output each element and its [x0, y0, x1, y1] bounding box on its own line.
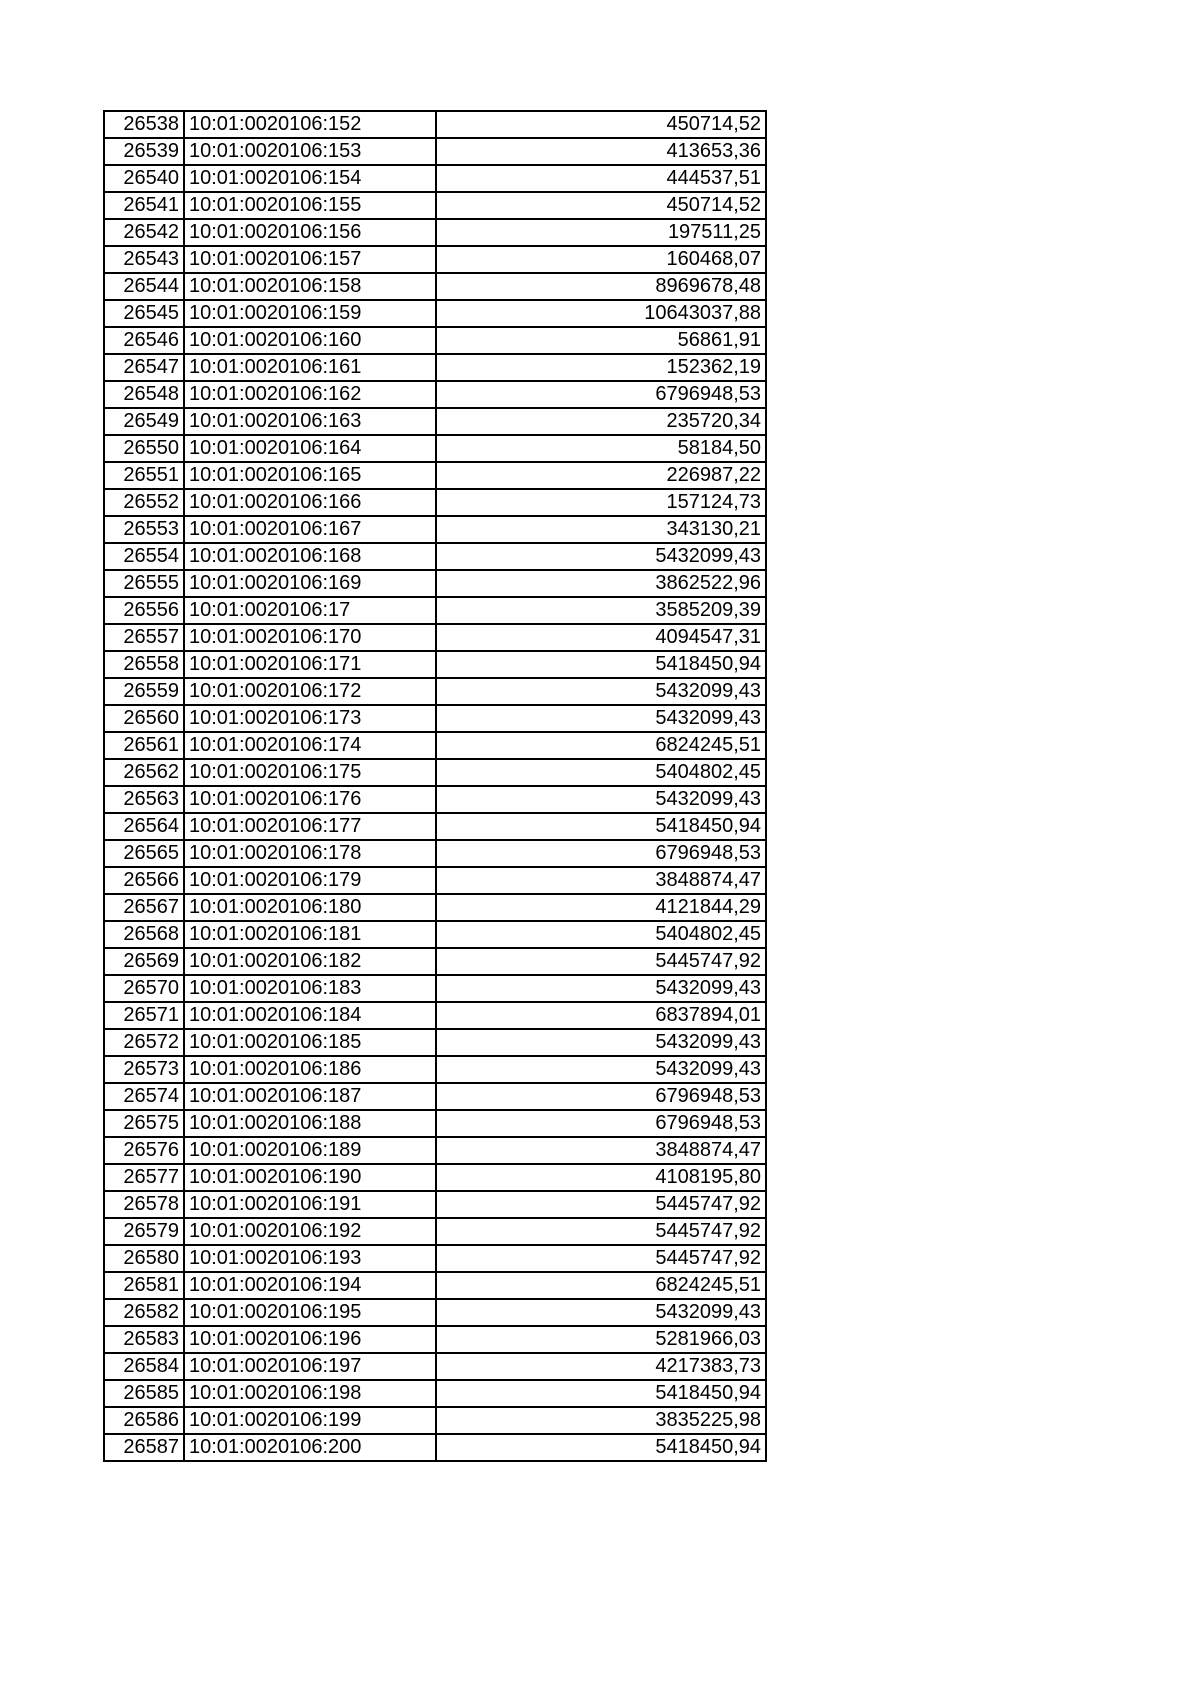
table-row — [104, 1164, 766, 1191]
cadastral-value-cell: 5404802,45 — [436, 759, 766, 786]
cadastral-value-cell: 5432099,43 — [436, 975, 766, 1002]
cadastral-value-cell: 3848874,47 — [436, 1137, 766, 1164]
table-row — [104, 813, 766, 840]
row-number-cell: 26539 — [104, 138, 184, 165]
row-number-cell: 26575 — [104, 1110, 184, 1137]
table-row — [104, 759, 766, 786]
cadastral-number-cell: 10:01:0020106:168 — [184, 543, 436, 570]
row-number-cell: 26555 — [104, 570, 184, 597]
row-number-cell: 26564 — [104, 813, 184, 840]
table-row — [104, 1353, 766, 1380]
row-number-cell: 26538 — [104, 111, 184, 138]
cadastral-value-cell: 56861,91 — [436, 327, 766, 354]
table-body — [104, 111, 766, 1461]
cadastral-number-cell: 10:01:0020106:171 — [184, 651, 436, 678]
table-row — [104, 192, 766, 219]
cadastral-value-cell: 3862522,96 — [436, 570, 766, 597]
row-number-cell: 26546 — [104, 327, 184, 354]
cadastral-number-cell: 10:01:0020106:195 — [184, 1299, 436, 1326]
row-number-cell: 26570 — [104, 975, 184, 1002]
cadastral-value-cell: 450714,52 — [436, 111, 766, 138]
table-row — [104, 1137, 766, 1164]
table-row — [104, 435, 766, 462]
cadastral-value-cell: 6796948,53 — [436, 1083, 766, 1110]
cadastral-number-cell: 10:01:0020106:178 — [184, 840, 436, 867]
cadastral-value-cell: 3848874,47 — [436, 867, 766, 894]
row-number-cell: 26569 — [104, 948, 184, 975]
table-row — [104, 246, 766, 273]
table-row — [104, 543, 766, 570]
cadastral-value-cell: 6796948,53 — [436, 840, 766, 867]
row-number-cell: 26559 — [104, 678, 184, 705]
row-number-cell: 26542 — [104, 219, 184, 246]
cadastral-value-cell: 5281966,03 — [436, 1326, 766, 1353]
table-row — [104, 570, 766, 597]
table-row — [104, 1083, 766, 1110]
table-row — [104, 732, 766, 759]
table-row — [104, 1245, 766, 1272]
table-row — [104, 408, 766, 435]
table-row — [104, 165, 766, 192]
cadastral-number-cell: 10:01:0020106:158 — [184, 273, 436, 300]
cadastral-value-cell: 3585209,39 — [436, 597, 766, 624]
cadastral-value-table — [103, 110, 767, 1462]
cadastral-number-cell: 10:01:0020106:193 — [184, 1245, 436, 1272]
cadastral-value-cell: 5432099,43 — [436, 1029, 766, 1056]
table-row — [104, 1299, 766, 1326]
cadastral-value-cell: 157124,73 — [436, 489, 766, 516]
row-number-cell: 26577 — [104, 1164, 184, 1191]
table-row — [104, 219, 766, 246]
table-row — [104, 462, 766, 489]
row-number-cell: 26586 — [104, 1407, 184, 1434]
cadastral-value-cell: 5404802,45 — [436, 921, 766, 948]
cadastral-value-cell: 10643037,88 — [436, 300, 766, 327]
row-number-cell: 26553 — [104, 516, 184, 543]
cadastral-number-cell: 10:01:0020106:194 — [184, 1272, 436, 1299]
row-number-cell: 26557 — [104, 624, 184, 651]
row-number-cell: 26554 — [104, 543, 184, 570]
row-number-cell: 26587 — [104, 1434, 184, 1461]
cadastral-value-cell: 5445747,92 — [436, 948, 766, 975]
cadastral-value-cell: 413653,36 — [436, 138, 766, 165]
cadastral-number-cell: 10:01:0020106:152 — [184, 111, 436, 138]
cadastral-number-cell: 10:01:0020106:197 — [184, 1353, 436, 1380]
cadastral-value-cell: 4108195,80 — [436, 1164, 766, 1191]
cadastral-value-cell: 5445747,92 — [436, 1191, 766, 1218]
cadastral-number-cell: 10:01:0020106:175 — [184, 759, 436, 786]
cadastral-value-cell: 8969678,48 — [436, 273, 766, 300]
cadastral-number-cell: 10:01:0020106:156 — [184, 219, 436, 246]
row-number-cell: 26558 — [104, 651, 184, 678]
row-number-cell: 26544 — [104, 273, 184, 300]
cadastral-number-cell: 10:01:0020106:199 — [184, 1407, 436, 1434]
cadastral-number-cell: 10:01:0020106:164 — [184, 435, 436, 462]
table-row — [104, 840, 766, 867]
cadastral-number-cell: 10:01:0020106:17 — [184, 597, 436, 624]
cadastral-value-cell: 152362,19 — [436, 354, 766, 381]
table-row — [104, 1056, 766, 1083]
cadastral-value-cell: 5432099,43 — [436, 1299, 766, 1326]
row-number-cell: 26566 — [104, 867, 184, 894]
table-row — [104, 1407, 766, 1434]
row-number-cell: 26545 — [104, 300, 184, 327]
table-row — [104, 1110, 766, 1137]
cadastral-value-cell: 235720,34 — [436, 408, 766, 435]
row-number-cell: 26582 — [104, 1299, 184, 1326]
cadastral-value-cell: 5432099,43 — [436, 705, 766, 732]
table-row — [104, 1272, 766, 1299]
cadastral-value-cell: 444537,51 — [436, 165, 766, 192]
row-number-cell: 26562 — [104, 759, 184, 786]
cadastral-number-cell: 10:01:0020106:180 — [184, 894, 436, 921]
cadastral-value-cell: 450714,52 — [436, 192, 766, 219]
cadastral-value-cell: 4094547,31 — [436, 624, 766, 651]
row-number-cell: 26572 — [104, 1029, 184, 1056]
row-number-cell: 26543 — [104, 246, 184, 273]
row-number-cell: 26552 — [104, 489, 184, 516]
cadastral-value-cell: 5445747,92 — [436, 1218, 766, 1245]
cadastral-number-cell: 10:01:0020106:177 — [184, 813, 436, 840]
cadastral-number-cell: 10:01:0020106:184 — [184, 1002, 436, 1029]
cadastral-value-cell: 5432099,43 — [436, 1056, 766, 1083]
cadastral-value-cell: 6796948,53 — [436, 381, 766, 408]
row-number-cell: 26574 — [104, 1083, 184, 1110]
cadastral-value-cell: 5418450,94 — [436, 1434, 766, 1461]
cadastral-number-cell: 10:01:0020106:188 — [184, 1110, 436, 1137]
row-number-cell: 26541 — [104, 192, 184, 219]
cadastral-number-cell: 10:01:0020106:159 — [184, 300, 436, 327]
cadastral-number-cell: 10:01:0020106:167 — [184, 516, 436, 543]
cadastral-number-cell: 10:01:0020106:182 — [184, 948, 436, 975]
cadastral-number-cell: 10:01:0020106:196 — [184, 1326, 436, 1353]
cadastral-number-cell: 10:01:0020106:172 — [184, 678, 436, 705]
row-number-cell: 26579 — [104, 1218, 184, 1245]
cadastral-value-cell: 3835225,98 — [436, 1407, 766, 1434]
cadastral-value-cell: 4217383,73 — [436, 1353, 766, 1380]
cadastral-number-cell: 10:01:0020106:162 — [184, 381, 436, 408]
row-number-cell: 26550 — [104, 435, 184, 462]
table-row — [104, 867, 766, 894]
row-number-cell: 26583 — [104, 1326, 184, 1353]
row-number-cell: 26565 — [104, 840, 184, 867]
table-row — [104, 705, 766, 732]
table-row — [104, 516, 766, 543]
row-number-cell: 26561 — [104, 732, 184, 759]
cadastral-number-cell: 10:01:0020106:161 — [184, 354, 436, 381]
cadastral-number-cell: 10:01:0020106:163 — [184, 408, 436, 435]
cadastral-number-cell: 10:01:0020106:190 — [184, 1164, 436, 1191]
table-row — [104, 597, 766, 624]
cadastral-number-cell: 10:01:0020106:176 — [184, 786, 436, 813]
table-row — [104, 1434, 766, 1461]
table-row — [104, 1029, 766, 1056]
row-number-cell: 26560 — [104, 705, 184, 732]
cadastral-number-cell: 10:01:0020106:153 — [184, 138, 436, 165]
row-number-cell: 26549 — [104, 408, 184, 435]
table-row — [104, 327, 766, 354]
row-number-cell: 26547 — [104, 354, 184, 381]
row-number-cell: 26568 — [104, 921, 184, 948]
row-number-cell: 26551 — [104, 462, 184, 489]
cadastral-number-cell: 10:01:0020106:200 — [184, 1434, 436, 1461]
table-row — [104, 624, 766, 651]
cadastral-number-cell: 10:01:0020106:157 — [184, 246, 436, 273]
cadastral-number-cell: 10:01:0020106:189 — [184, 1137, 436, 1164]
cadastral-value-cell: 160468,07 — [436, 246, 766, 273]
table-row — [104, 381, 766, 408]
table-row — [104, 975, 766, 1002]
table-row — [104, 894, 766, 921]
cadastral-value-cell: 5418450,94 — [436, 813, 766, 840]
cadastral-value-cell: 6824245,51 — [436, 1272, 766, 1299]
cadastral-number-cell: 10:01:0020106:198 — [184, 1380, 436, 1407]
row-number-cell: 26580 — [104, 1245, 184, 1272]
row-number-cell: 26540 — [104, 165, 184, 192]
table-row — [104, 678, 766, 705]
table-row — [104, 300, 766, 327]
row-number-cell: 26556 — [104, 597, 184, 624]
table-row — [104, 786, 766, 813]
cadastral-value-cell: 5418450,94 — [436, 651, 766, 678]
table-row — [104, 138, 766, 165]
cadastral-number-cell: 10:01:0020106:166 — [184, 489, 436, 516]
cadastral-number-cell: 10:01:0020106:192 — [184, 1218, 436, 1245]
cadastral-number-cell: 10:01:0020106:186 — [184, 1056, 436, 1083]
row-number-cell: 26581 — [104, 1272, 184, 1299]
cadastral-number-cell: 10:01:0020106:154 — [184, 165, 436, 192]
cadastral-number-cell: 10:01:0020106:174 — [184, 732, 436, 759]
cadastral-value-cell: 58184,50 — [436, 435, 766, 462]
cadastral-number-cell: 10:01:0020106:187 — [184, 1083, 436, 1110]
cadastral-value-cell: 5445747,92 — [436, 1245, 766, 1272]
row-number-cell: 26573 — [104, 1056, 184, 1083]
row-number-cell: 26571 — [104, 1002, 184, 1029]
cadastral-value-cell: 226987,22 — [436, 462, 766, 489]
cadastral-number-cell: 10:01:0020106:165 — [184, 462, 436, 489]
cadastral-value-cell: 4121844,29 — [436, 894, 766, 921]
cadastral-number-cell: 10:01:0020106:185 — [184, 1029, 436, 1056]
cadastral-number-cell: 10:01:0020106:191 — [184, 1191, 436, 1218]
cadastral-number-cell: 10:01:0020106:155 — [184, 192, 436, 219]
row-number-cell: 26578 — [104, 1191, 184, 1218]
cadastral-value-cell: 6796948,53 — [436, 1110, 766, 1137]
cadastral-value-cell: 6824245,51 — [436, 732, 766, 759]
row-number-cell: 26563 — [104, 786, 184, 813]
cadastral-number-cell: 10:01:0020106:169 — [184, 570, 436, 597]
table-row — [104, 948, 766, 975]
row-number-cell: 26585 — [104, 1380, 184, 1407]
table-row — [104, 1326, 766, 1353]
row-number-cell: 26548 — [104, 381, 184, 408]
row-number-cell: 26567 — [104, 894, 184, 921]
table-row — [104, 1218, 766, 1245]
table-row — [104, 1002, 766, 1029]
table-row — [104, 489, 766, 516]
cadastral-value-cell: 5432099,43 — [436, 678, 766, 705]
table-row — [104, 111, 766, 138]
table-row — [104, 1191, 766, 1218]
table-row — [104, 273, 766, 300]
cadastral-number-cell: 10:01:0020106:173 — [184, 705, 436, 732]
table-row — [104, 921, 766, 948]
cadastral-value-cell: 5432099,43 — [436, 543, 766, 570]
cadastral-value-cell: 343130,21 — [436, 516, 766, 543]
cadastral-number-cell: 10:01:0020106:170 — [184, 624, 436, 651]
cadastral-number-cell: 10:01:0020106:183 — [184, 975, 436, 1002]
cadastral-number-cell: 10:01:0020106:160 — [184, 327, 436, 354]
table-row — [104, 354, 766, 381]
cadastral-value-cell: 197511,25 — [436, 219, 766, 246]
cadastral-value-cell: 5418450,94 — [436, 1380, 766, 1407]
table-row — [104, 651, 766, 678]
table-row — [104, 1380, 766, 1407]
cadastral-number-cell: 10:01:0020106:179 — [184, 867, 436, 894]
row-number-cell: 26576 — [104, 1137, 184, 1164]
cadastral-number-cell: 10:01:0020106:181 — [184, 921, 436, 948]
row-number-cell: 26584 — [104, 1353, 184, 1380]
cadastral-value-cell: 6837894,01 — [436, 1002, 766, 1029]
cadastral-value-cell: 5432099,43 — [436, 786, 766, 813]
